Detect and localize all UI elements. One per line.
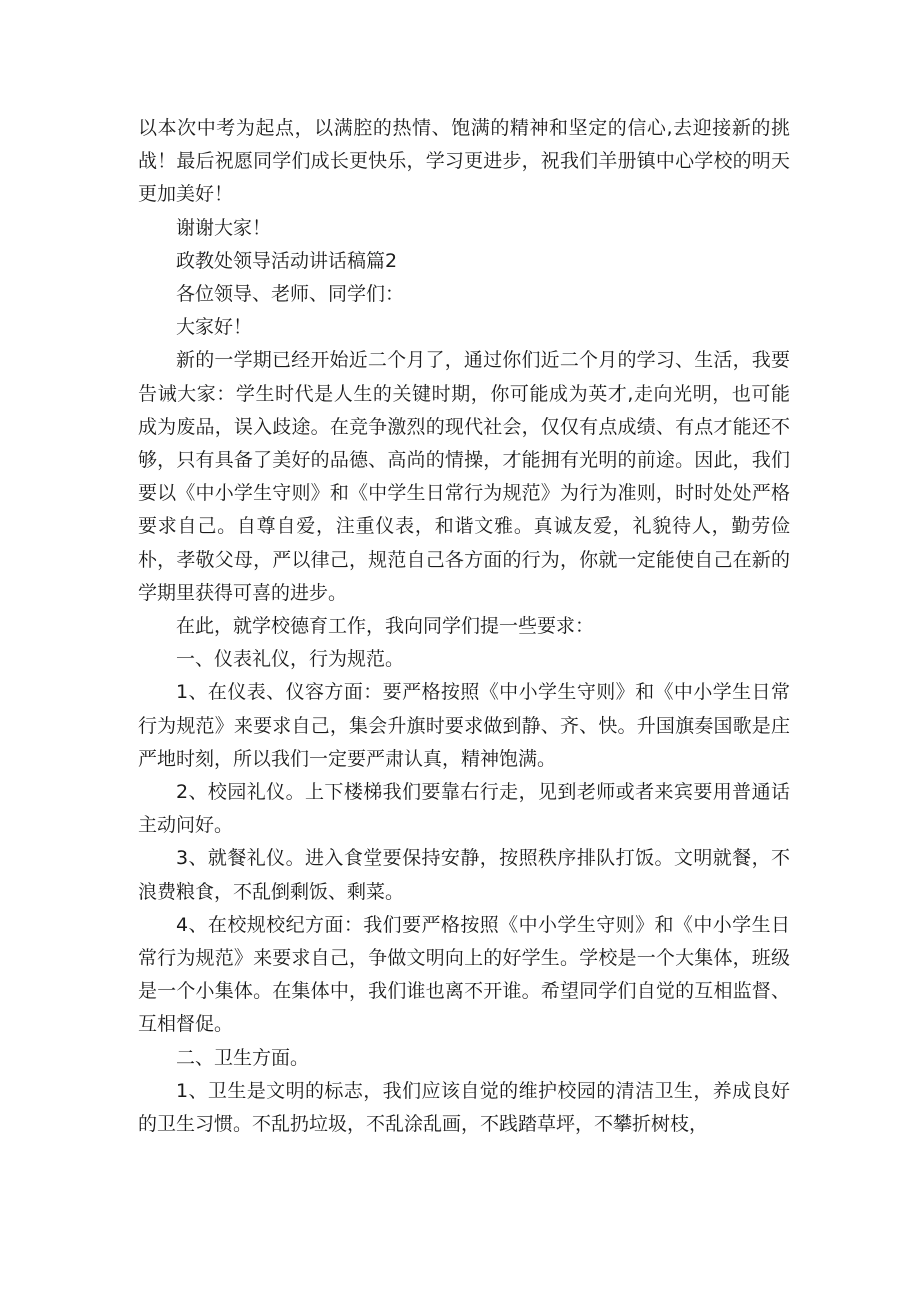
item-hygiene: 1、卫生是文明的标志，我们应该自觉的维护校园的清洁卫生，养成良好的卫生习惯。不乱扔垃圾，不乱涂乱画，不践踏草坪，不攀折树枝，	[138, 1079, 790, 1136]
section-title: 政教处领导活动讲话稿篇2	[176, 249, 398, 272]
heading-etiquette: 一、仪表礼仪，行为规范。	[176, 648, 405, 671]
item-school-rules: 4、在校规校纪方面：我们要严格按照《中小学生守则》和《中小学生日常行为规范》来要求自己，争做文明向上的好学生。学校是一个大集体，班级是一个小集体。在集体中，我们谁也离不开谁。希望同学们自觉的互相监督、互相督促。	[138, 913, 790, 1036]
item-dining-etiquette: 3、就餐礼仪。进入食堂要保持安静，按照秩序排队打饭。文明就餐，不浪费粮食，不乱倒剩饭、剩菜。	[138, 847, 790, 903]
item-appearance: 1、在仪表、仪容方面：要严格按照《中小学生守则》和《中小学生日常行为规范》来要求自己，集会升旗时要求做到静、齐、快。升国旗奏国歌是庄严地时刻，所以我们一定要严肃认真，精神饱满。	[138, 681, 790, 770]
closing-paragraph: 以本次中考为起点，以满腔的热情、饱满的精神和坚定的信心,去迎接新的挑战！最后祝愿同学们成长更快乐，学习更进步，祝我们羊册镇中心学校的明天更加美好！	[138, 117, 790, 206]
thanks-line: 谢谢大家！	[176, 216, 272, 239]
salutation: 各位领导、老师、同学们：	[176, 283, 405, 306]
document-body	[138, 112, 790, 1141]
greeting: 大家好！	[176, 316, 253, 339]
heading-hygiene: 二、卫生方面。	[176, 1046, 310, 1069]
requirements-intro: 在此，就学校德育工作，我向同学们提一些要求：	[176, 615, 595, 638]
intro-paragraph: 新的一学期已经开始近二个月了，通过你们近二个月的学习、生活，我要告诫大家：学生时代是人生的关键时期，你可能成为英才,走向光明，也可能成为废品，误入歧途。在竞争激烈的现代社会，仅仅有点成绩、有点才能还不够，只有具备了美好的品德、高尚的情操，才能拥有光明的前途。因此，我们要以《中小学生守则》和《中学生日常行为规范》为行为准则，时时处处严格要求自己。自尊自爱，注重仪表，和谐文雅。真诚友爱，礼貌待人，勤劳俭朴，孝敬父母，严以律己，规范自己各方面的行为，你就一定能使自己在新的学期里获得可喜的进步。	[138, 349, 790, 604]
item-campus-etiquette: 2、校园礼仪。上下楼梯我们要靠右行走，见到老师或者来宾要用普通话主动问好。	[138, 781, 790, 837]
